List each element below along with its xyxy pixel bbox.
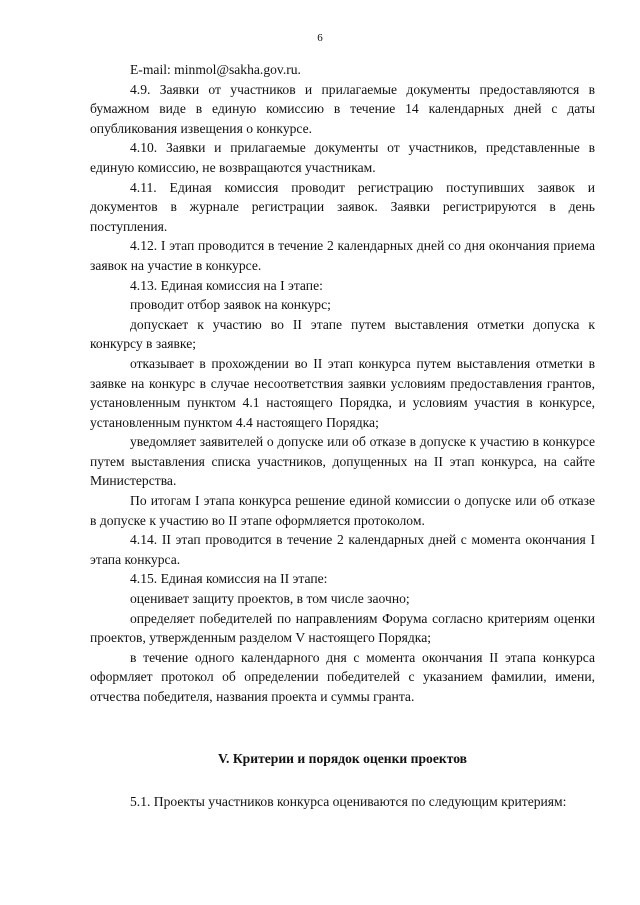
paragraph: E-mail: minmol@sakha.gov.ru. [130,62,301,77]
paragraph: 4.15. Единая комиссия на II этапе: [130,571,328,587]
paragraph: 4.9. Заявки от участников и прилагаемые документы предоставляются в бумажном виде в единую комиссию в течение 14 календарных дней с даты опубликования извещения о конкурсе. [90,81,595,136]
paragraph: отказывает в прохождении во II этап конкурса путем выставления отметки в заявке на конкурс в случае несоответствия заявки условиям предоставления грантов, установленным пунктом 4.1 настоящего Порядка, и условиям участия в конкурсе, установленным пунктом 4.4 настоящего Порядка; [90,355,595,430]
paragraph: определяет победителей по направлениям Форума согласно критериям оценки проектов, утвержденным разделом V настоящего Порядка; [90,610,595,646]
paragraph: 4.13. Единая комиссия на I этапе: [130,277,323,293]
paragraph: 4.10. Заявки и прилагаемые документы от участников, представленные в единую комиссию, не возвращаются участникам. [90,140,595,175]
paragraph: оценивает защиту проектов, в том числе заочно; [130,591,410,607]
document-body [90,60,595,812]
section-heading: V. Критерии и порядок оценки проектов [217,750,468,766]
paragraph: проводит отбор заявок на конкурс; [130,297,331,313]
paragraph: уведомляет заявителей о допуске или об отказе в допуске к участию в конкурсе путем выставления списка участников, допущенных на II этап конкурса, на сайте Министерства. [90,434,595,489]
paragraph: 4.14. II этап проводится в течение 2 календарных дней с момента окончания I этапа конкурса. [90,532,595,567]
paragraph: в течение одного календарного дня с момента окончания II этапа конкурса оформляет протокол об определении победителей с указанием фамилии, имени, отчества победителя, названия проекта и суммы гранта. [90,649,595,704]
page-number: 6 [317,32,323,44]
paragraph: 4.12. I этап проводится в течение 2 календарных дней со дня окончания приема заявок на участие в конкурсе. [90,238,595,273]
paragraph: допускает к участию во II этапе путем выставления отметки допуска к конкурсу в заявке; [90,316,595,352]
paragraph: По итогам I этапа конкурса решение единой комиссии о допуске или об отказе в допуске к участию во II этапе оформляется протоколом. [90,493,595,528]
paragraph: 4.11. Единая комиссия проводит регистрацию поступивших заявок и документов в журнале регистрации заявок. Заявки регистрируются в день поступления. [90,179,595,234]
paragraph: 5.1. Проекты участников конкурса оцениваются по следующим критериям: [130,794,567,810]
